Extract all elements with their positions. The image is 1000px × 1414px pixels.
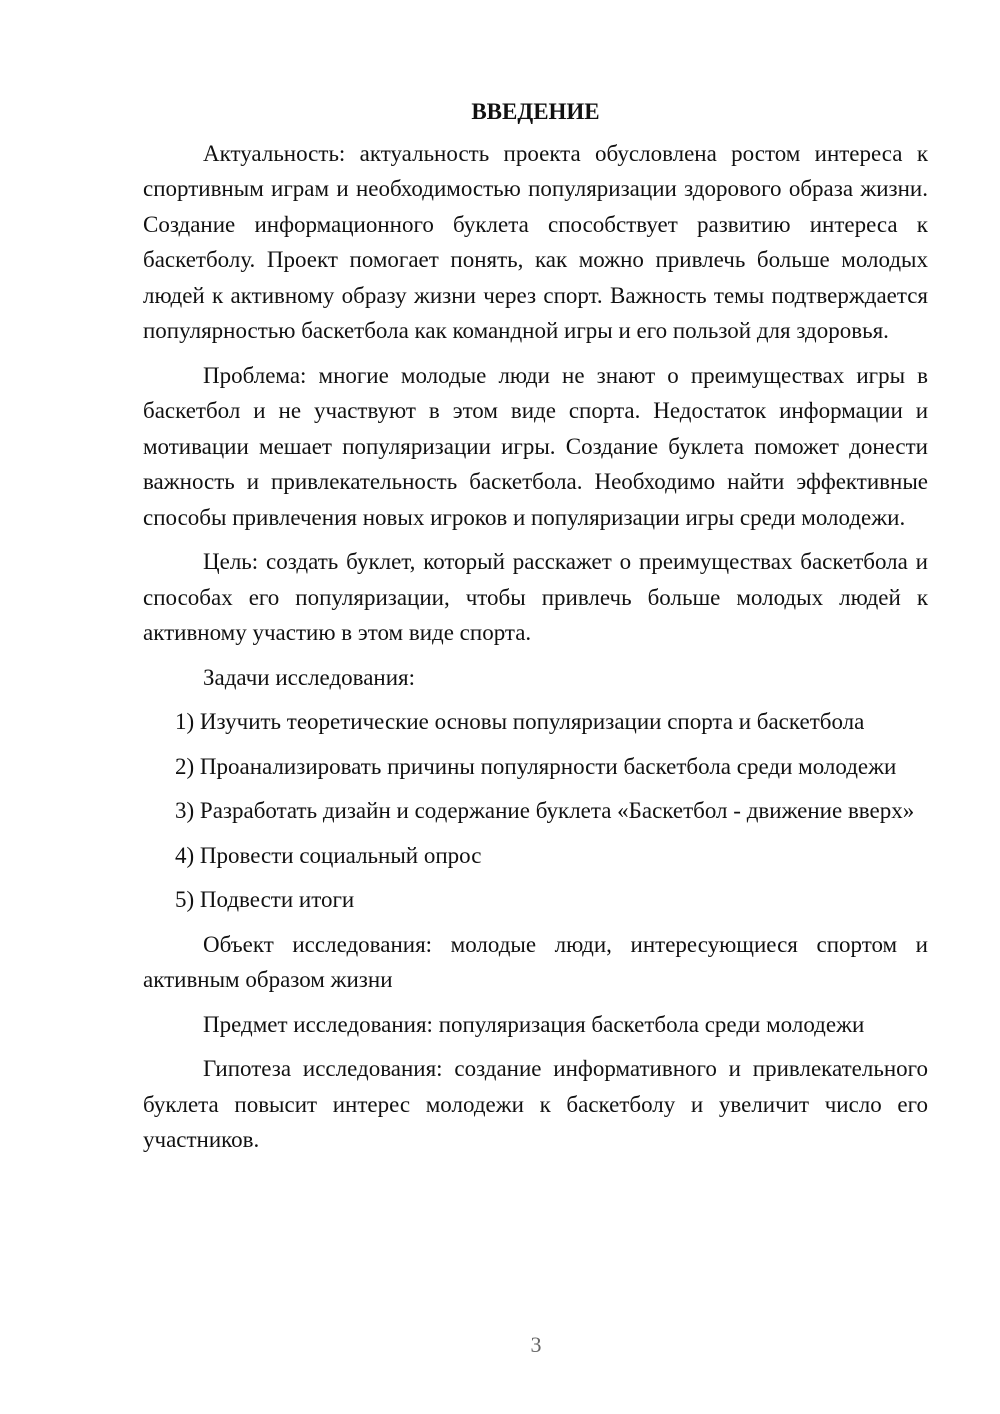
task-item-3: 3) Разработать дизайн и содержание буклета «Баскетбол - движение вверх» xyxy=(175,798,915,823)
task-item-5: 5) Подвести итоги xyxy=(175,887,355,912)
page-title: ВВЕДЕНИЕ xyxy=(471,99,600,124)
paragraph-goal: Цель: создать буклет, который расскажет о преимуществах баскетбола и способах его популяризации, чтобы привлечь больше молодых людей к активному участию в этом виде спорта. xyxy=(143,549,928,645)
paragraph-subject: Предмет исследования: популяризация баскетбола среди молодежи xyxy=(203,1011,865,1037)
paragraph-hypothesis: Гипотеза исследования: создание информативного и привлекательного буклета повысит интерес молодежи к баскетболу и увеличит число его участников. xyxy=(143,1056,928,1152)
paragraph-relevance: Актуальность: актуальность проекта обусловлена ростом интереса к спортивным играм и необходимостью популяризации здорового образа жизни. Создание информационного буклета способствует развитию интереса к баскетболу. Проект помогает понять, как можно привлечь больше молодых людей к активному образу жизни через спорт. Важность темы подтверждается популярностью баскетбола как командной игры и его пользой для здоровья. xyxy=(143,140,928,343)
task-item-1: 1) Изучить теоретические основы популяризации спорта и баскетбола xyxy=(175,709,865,734)
page-content xyxy=(143,94,928,1167)
tasks-heading: Задачи исследования: xyxy=(203,664,416,690)
page-number: 3 xyxy=(530,1332,542,1357)
paragraph-problem: Проблема: многие молодые люди не знают о преимуществах игры в баскетбол и не участвуют в этом виде спорта. Недостаток информации и мотивации мешает популяризации игры. Создание буклета поможет донести важность и привлекательность баскетбола. Необходимо найти эффективные способы привлечения новых игроков и популяризации игры среди молодежи. xyxy=(143,362,928,530)
paragraph-object: Объект исследования: молодые люди, интересующиеся спортом и активным образом жизни xyxy=(143,931,928,992)
task-item-4: 4) Провести социальный опрос xyxy=(175,842,482,868)
task-item-2: 2) Проанализировать причины популярности баскетбола среди молодежи xyxy=(175,753,897,779)
